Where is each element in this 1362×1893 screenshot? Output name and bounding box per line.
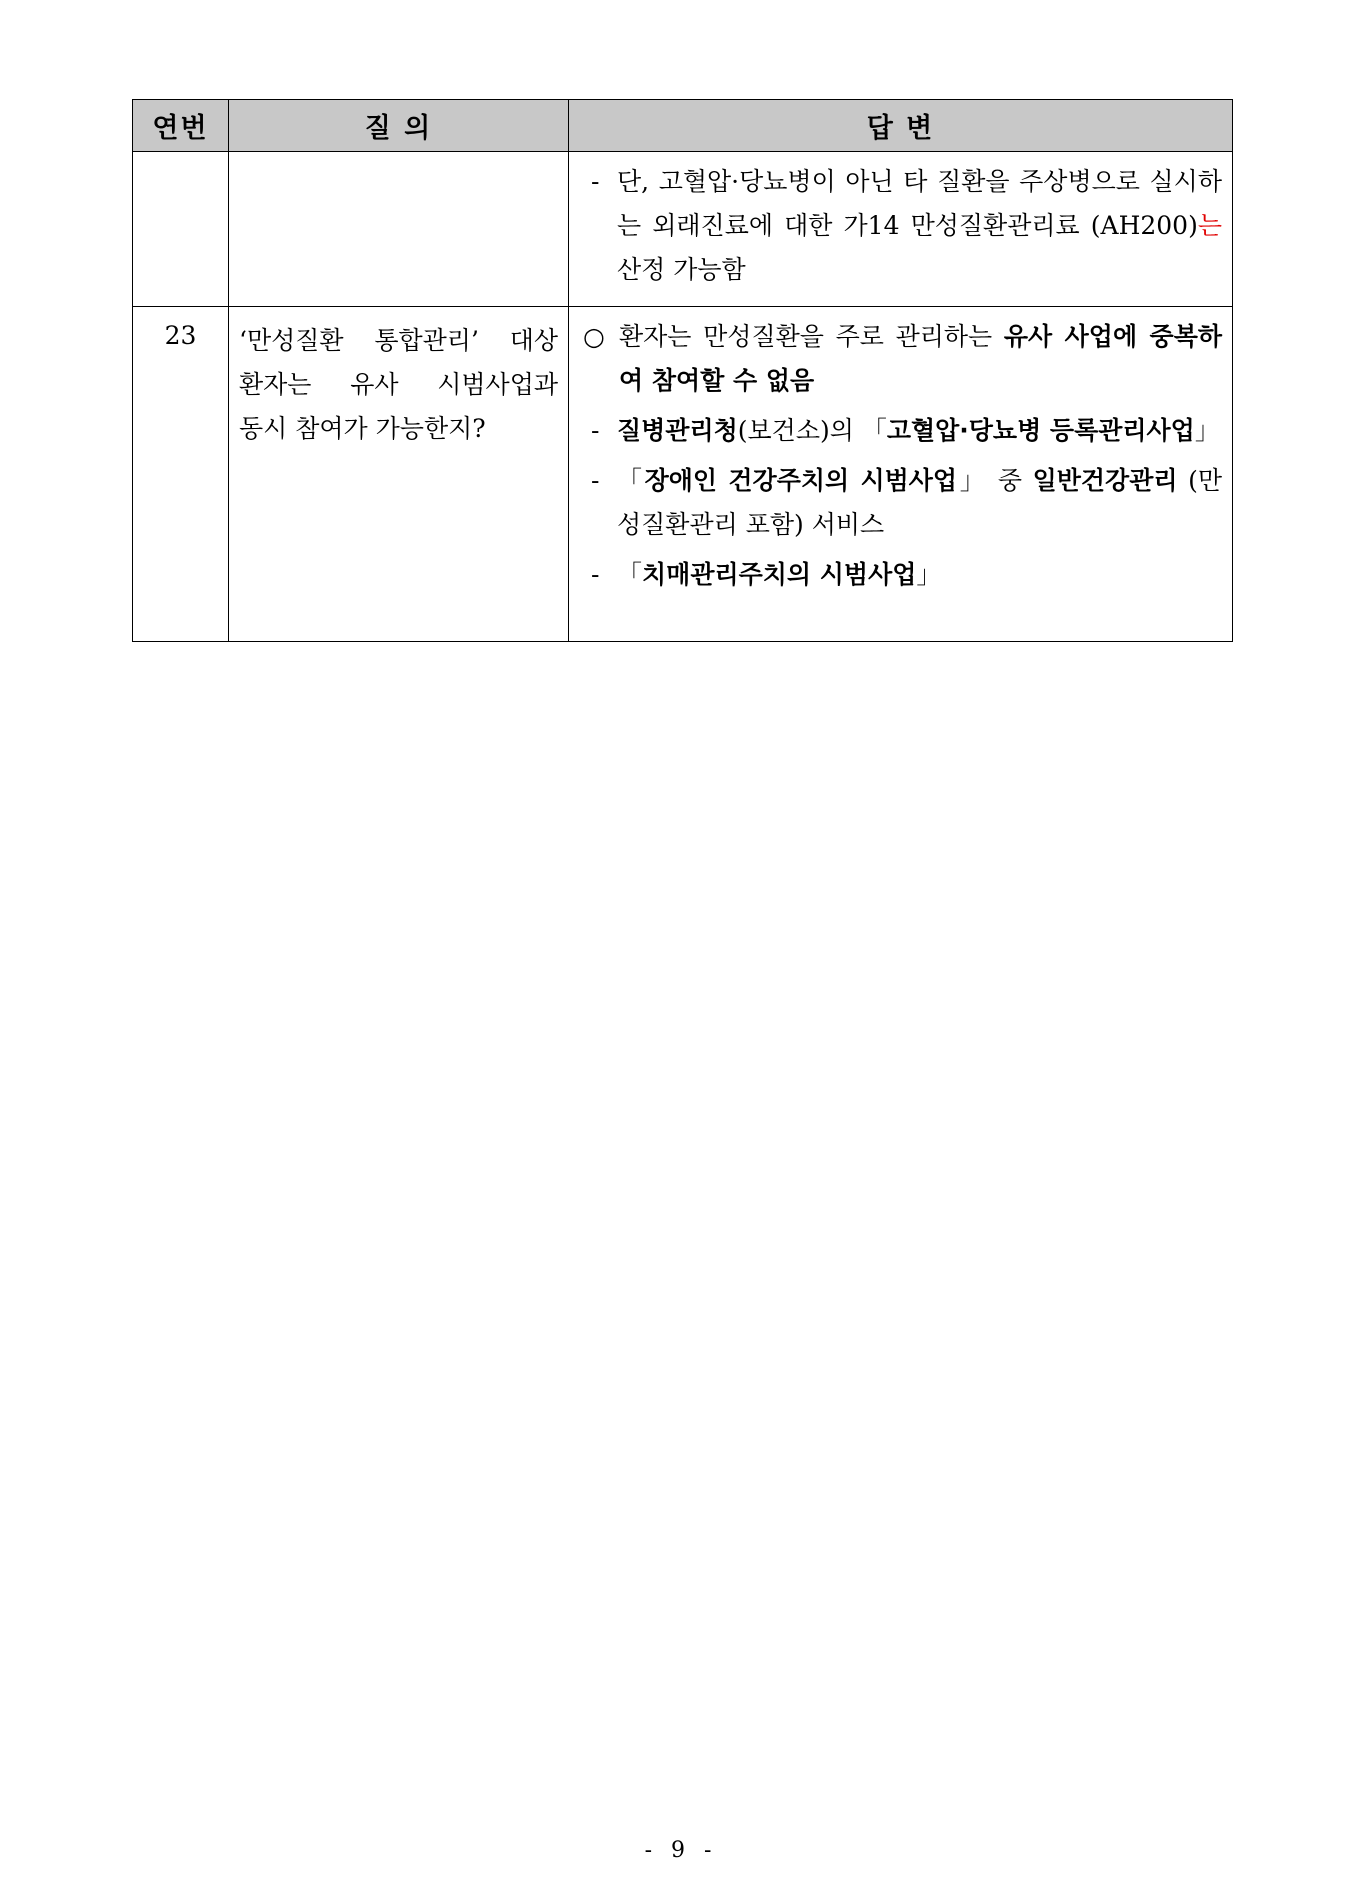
row-question (229, 307, 569, 642)
answer-subitem (583, 459, 1222, 547)
highlight-text: 는 (1197, 211, 1222, 240)
answer-text (617, 459, 1222, 547)
row-number: 23 (133, 307, 229, 642)
answer-subitem (583, 553, 1222, 597)
table-row (133, 307, 1233, 642)
answer-text (617, 160, 1222, 292)
circle-bullet: ○ (583, 322, 605, 351)
answer-text-part: 산정 가능함 (617, 255, 746, 284)
answer-text-part: 」 중 (957, 466, 1033, 495)
answer-text-part: 「 (617, 466, 645, 495)
answer-text-bold: 일반건강관리 (1032, 466, 1178, 495)
answer-text-part: 환자는 만성질환을 주로 관리하는 (619, 322, 1004, 351)
row-question (229, 152, 569, 307)
answer-text (617, 553, 1222, 597)
answer-text-part: (만성질환관리 포함) 서비스 (617, 466, 1222, 539)
dash-bullet: - (591, 167, 600, 196)
page-number: - 9 - (644, 1838, 718, 1863)
answer-text-part: 단, 고혈압·당뇨병이 아닌 타 질환을 주상병으로 실시하는 외래진료에 대한 가14 만성질환관리료 (AH200) (617, 167, 1222, 240)
answer-text-bold: 치매관리주치의 시범사업 (642, 560, 917, 589)
header-row (133, 100, 1233, 152)
dash-bullet: - (591, 466, 600, 495)
header-answer: 답 변 (569, 100, 1233, 152)
answer-text-bold: 고혈압·당뇨병 등록관리사업 (886, 416, 1195, 445)
header-num: 연번 (133, 100, 229, 152)
dash-bullet: - (591, 416, 600, 445)
answer-item (583, 160, 1222, 292)
answer-text-part: 」 (1194, 416, 1220, 445)
answer-text-bold: 장애인 건강주치의 시범사업 (644, 466, 958, 495)
answer-text (617, 409, 1222, 453)
question-line: 동시 참여가 가능한지? (239, 414, 486, 443)
answer-text-bold: 질병관리청 (617, 416, 738, 445)
row-answer (569, 307, 1233, 642)
row-answer (569, 152, 1233, 307)
dash-bullet: - (591, 560, 600, 589)
answer-text (619, 315, 1222, 403)
answer-text-part: 「 (617, 560, 643, 589)
question-line: ‘만성질환 통합관리’ 대상 (239, 326, 558, 355)
table-row (133, 152, 1233, 307)
qa-table (132, 99, 1233, 642)
answer-subitem (583, 409, 1222, 453)
header-question: 질 의 (229, 100, 569, 152)
row-number (133, 152, 229, 307)
answer-text-bold: 유사 사업에 중복하여 참여할 수 없음 (619, 322, 1222, 395)
answer-item (583, 315, 1222, 403)
answer-text-part: (보건소)의 「 (737, 416, 887, 445)
question-line: 환자는 유사 시범사업과 (239, 370, 558, 399)
answer-text-part: 」 (916, 560, 942, 589)
